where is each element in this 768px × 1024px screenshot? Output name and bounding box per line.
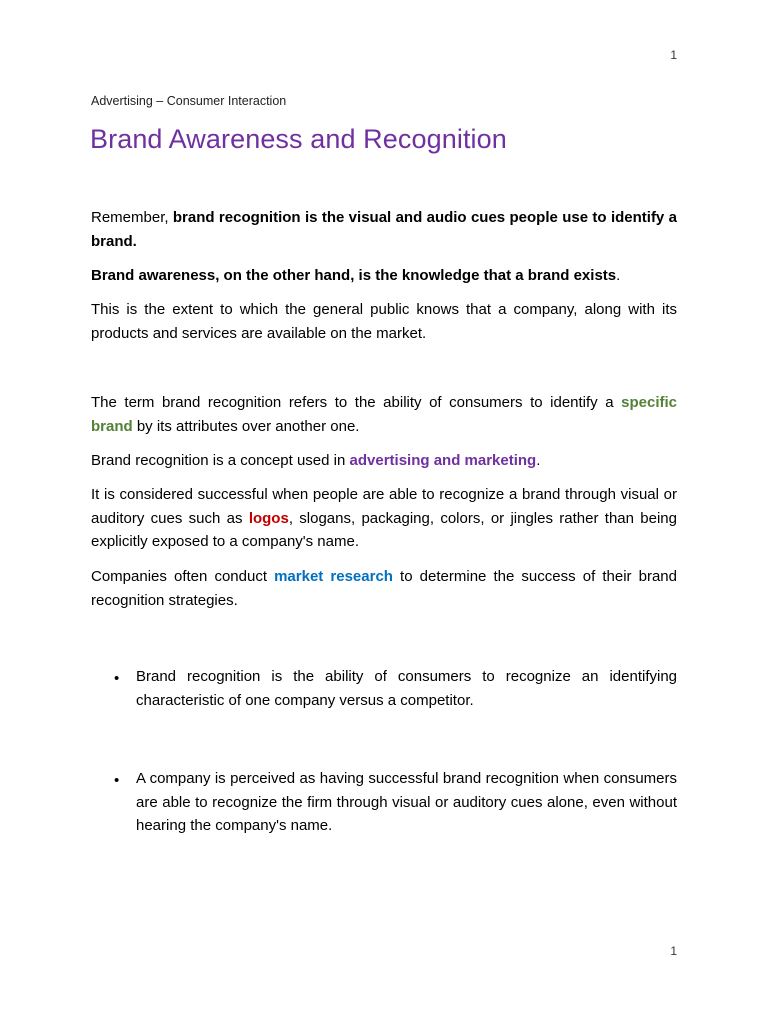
bullet-item: Brand recognition is the ability of consumers to recognize an identifying characteristic of one company versus a competitor. (136, 668, 677, 709)
paragraph-tail-text: to determine the success of their brand recognition strategies. (91, 568, 677, 609)
paragraph-tail-text: . (536, 452, 541, 469)
highlight-logos: logos (248, 509, 289, 527)
paragraph-tail-text: by its attributes over another one. (132, 417, 360, 435)
page-number-top: 1 (670, 48, 677, 62)
paragraph-lead-text: The term brand recognition refers to the ability of consumers to identify a (91, 394, 622, 411)
document-title: Brand Awareness and Recognition (90, 124, 507, 154)
paragraph-brand-recognition-definition (91, 206, 677, 253)
highlight-specific-brand: specific brand (91, 394, 677, 435)
paragraph-market-research (91, 565, 677, 612)
paragraph-success (91, 483, 677, 554)
paragraph-term-definition (91, 391, 677, 438)
highlight-advertising-marketing: advertising and marketing (349, 452, 537, 469)
paragraph-brand-awareness (91, 264, 677, 288)
bold-definition-text: brand recognition is the visual and audio cues people use to identify a brand. (91, 209, 677, 250)
paragraph-tail-text: , slogans, packaging, colors, or jingles rather than being explicitly exposed to a company's name. (91, 509, 677, 550)
bullet-item: A company is perceived as having successful brand recognition when consumers are able to recognize the firm through visual or auditory cues alone, even without hearing the company's name. (136, 770, 677, 834)
paragraph-concept (91, 449, 677, 473)
highlight-market-research: market research (274, 568, 393, 585)
bullet-marker: • (114, 670, 120, 687)
paragraph-lead-text: Remember, (91, 209, 173, 226)
page-number-bottom: 1 (670, 944, 677, 958)
paragraph-lead-text: Brand recognition is a concept used in (91, 452, 350, 469)
bold-awareness-text: Brand awareness, on the other hand, is the knowledge that a brand exists (91, 267, 617, 284)
paragraph-tail-text: . (616, 267, 621, 284)
paragraph-lead-text: Companies often conduct (91, 568, 275, 585)
paragraph-lead-text: It is considered successful when people are able to recognize a brand through visual or auditory cues such as (91, 486, 677, 527)
bullet-marker: • (114, 772, 120, 789)
document-header: Advertising – Consumer Interaction (91, 94, 287, 108)
paragraph-extent: This is the extent to which the general public knows that a company, along with its products and services are available on the market. (91, 301, 677, 342)
